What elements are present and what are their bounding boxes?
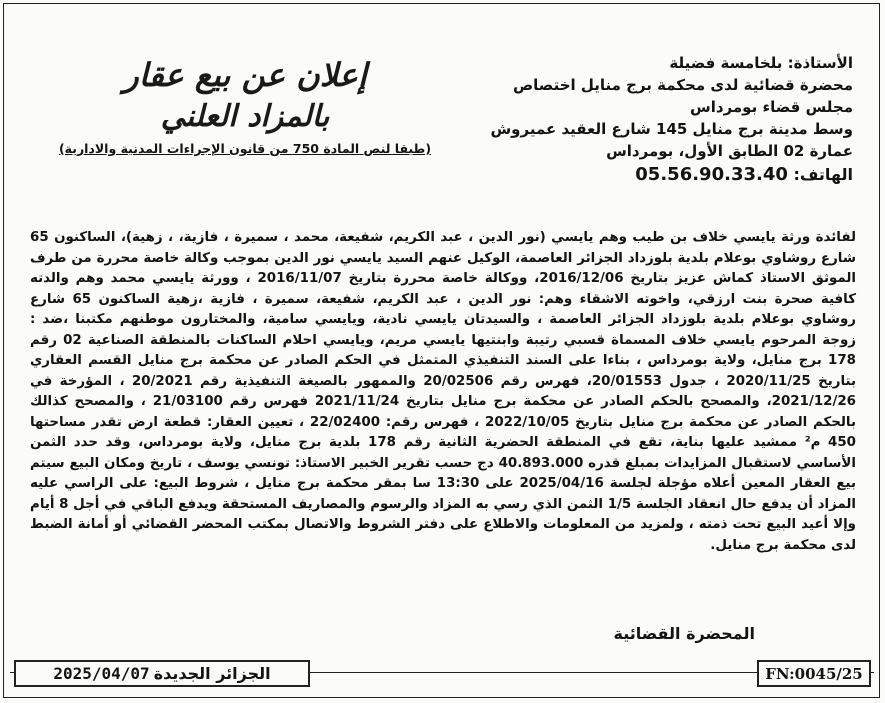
signature: المحضرة القضائية — [613, 624, 755, 643]
file-number-box — [757, 660, 871, 687]
office-building: عمارة 02 الطابق الأول، بومرداس — [606, 142, 853, 160]
announcement-header — [0, 0, 885, 215]
bailiff-court: مجلس قضاء بومرداس — [690, 98, 853, 116]
announcement-paragraph: لفائدة ورثة يايسي خلاف بن طيب وهم يايسي (نور الدين ، عبد الكريم، شفيعة، محمد ، سميرة ، فازية، ، زهية)، الساكنون 65 شارع روشاوي بوعلام بلدية بلوزداد الجزائر العاصمة، الوكيل عنهم السيد يايسي نور الدين بموجب وكالة خاصة محررة من طرف الموثق الاستاذ كماش عزيز بتاريخ 2016/12/06، ووكالة خاصة محررة بتاريخ 2016/11/07 ، وورثة يايسي محمد وهم والدته كافية صحرة بنت ارزقي، واخوته الاشقاء وهم: نور الدين ، عبد الكريم، شفيعة، سميرة ، فازية ،زهية الساكنون 65 شارع روشاوي بوعلام بلدية بلوزداد الجزائر العاصمة ، والسيدتان يايسي نادية، ويايسي سامية، والمختارون موطنهم مكتبنا ،ضد : زوجة المرحوم يايسي خلاف المسماة قسبي رتيبة وابنتيها يايسي مريم، ويايسي احلام الساكنات بالمنطقة الصناعية 02 رقم 178 برج منايل، ولاية بومرداس ، بناءا على السند التنفيذي المتمثل في الحكم الصادر عن محكمة برج منايل القسم العقاري بتاريخ 2020/11/25 ، جدول 20/01553، فهرس رقم 20/02506 والممهور بالصيغة التنفيذية رقم 20/2021 ، المؤرخة في 2021/12/26، والمصحح بالحكم الصادر عن محكمة برج منايل بتاريخ 2021/11/24 فهرس رقم 21/03100 ، والمصحح كذالك بالحكم الصادر عن محكمة برج منايل بتاريخ 2022/10/05 ، فهرس رقم: 22/02400 ، تعيين العقار: قطعة ارض تقدر مساحتها 450 م² ممشيد عليها بناية، تقع في المنطقة الحضرية الثانية رقم 178 بلدية برج منايل، ولاية بومرداس، وقد حدد الثمن الأساسي لاستقبال المزايدات بمبلغ قدره 40.893.000 دج حسب تقرير الخبير الاستاذ: تونسي يوسف ، تاريخ ومكان البيع سيتم بيع العقار المعين أعلاه مؤجلة لجلسة 2025/04/16 على 13:30 سا بمقر محكمة برج منايل ، شروط البيع: على الراسي عليه المزاد أن يدفع حال انعقاد الجلسة 1/5 الثمن الذي رسي به المزاد والرسوم والمصاريف المستحقة ويدفع الباقي في أجل 8 أيام وإلا أعيد البيع تحت ذمته ، ولمزيد من المعلومات والاطلاع على دفتر الشروط والاتصال بمكتب المحضر القضائي أو أمانة الضبط لدى محكمة برج منايل. — [30, 230, 857, 553]
file-number: FN:0045/25 — [765, 664, 863, 683]
legal-reference: (طبقا لنص المادة 750 من قانون الإجراءات المدنية والادارية) — [58, 141, 432, 156]
newspaper-name: الجزائر الجديدة — [153, 664, 271, 683]
phone-number: 05.56.90.33.40 — [635, 164, 788, 185]
bailiff-name: الأستاذة: بلخامسة فضيلة — [669, 54, 853, 72]
announcement-body — [30, 228, 856, 556]
office-address: وسط مدينة برج منايل 145 شارع العقيد عميروش — [490, 120, 853, 138]
publication-date: 2025/04/07 — [53, 664, 150, 683]
newspaper-date-box — [14, 660, 310, 687]
announcement-title-line2: بالمزاد العلني — [160, 99, 330, 134]
bailiff-office-info — [433, 52, 853, 186]
announcement-title: إعلان عن بيع عقار — [123, 56, 367, 94]
phone-label: الهاتف: — [793, 165, 853, 184]
bailiff-title: محضرة قضائية لدى محكمة برج منايل اختصاص — [512, 76, 853, 94]
announcement-title-block — [40, 55, 450, 156]
office-phone — [433, 164, 853, 186]
